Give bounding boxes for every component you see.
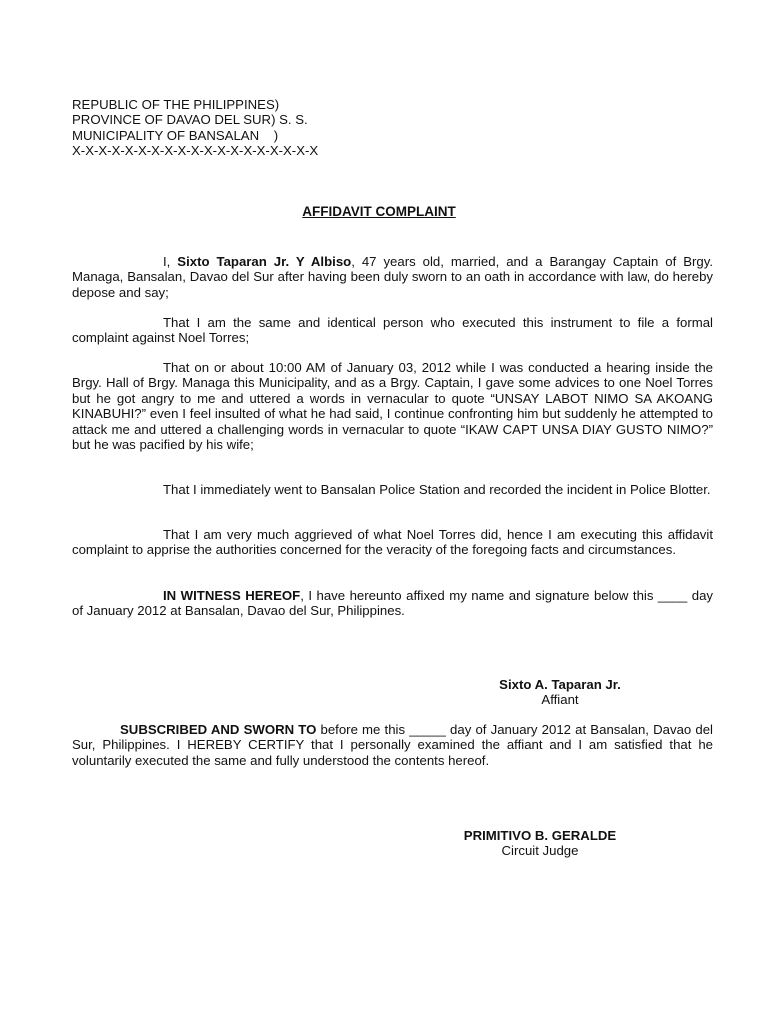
intro-text: , 47 years old, married, and a Barangay Captain of Brgy. Managa, Bansalan, Davao del Sur after having been duly sworn to an oath in accordance with law, do hereby depose and say;	[72, 254, 714, 300]
affiant-name: Sixto A. Taparan Jr.	[499, 677, 621, 692]
paragraph-witness	[72, 588, 713, 619]
document-header	[72, 97, 392, 159]
witness-text: , I have hereunto affixed my name and signature below this ____ day of January 2012 at Bansalan, Davao del Sur, Philippines.	[72, 588, 713, 619]
paragraph-aggrieved: That I am very much aggrieved of what Noel Torres did, hence I am executing this affidavit complaint to apprise the authorities concerned for the veracity of the foregoing facts and circumstances.	[72, 527, 713, 558]
header-separator-line: X-X-X-X-X-X-X-X-X-X-X-X-X-X-X-X-X-X-X	[72, 143, 319, 159]
affiant-full-name: Sixto Taparan Jr. Y Albiso	[177, 254, 352, 269]
jurat-text: before me this _____ day of January 2012 at Bansalan, Davao del Sur, Philippines. I HEREBY CERTIFY that I personally examined the affiant and I am satisfied that he voluntarily executed the same and fully understood the contents hereof.	[72, 722, 713, 768]
paragraph-police-report: That I immediately went to Bansalan Police Station and recorded the incident in Police Blotter.	[163, 482, 711, 497]
paragraph-incident: That on or about 10:00 AM of January 03, 2012 while I was conducted a hearing inside the Brgy. Hall of Brgy. Managa this Municipality, and as a Brgy. Captain, I gave some advices to one Noel Torres but he got angry to me and uttered a words in vernacular to quote “UNSAY LABOT NIMO SA AKOANG KINABUHI?” even I feel insulted of what he had said, I continue confronting him but suddenly he attempted to attack me and uttered a challenging words in vernacular to quote “IKAW CAPT UNSA DIAY GUSTO NIMO?” but he was pacified by his wife;	[72, 360, 713, 453]
document-title: AFFIDAVIT COMPLAINT	[302, 204, 456, 219]
paragraph-intro	[72, 254, 713, 300]
jurat-heading: SUBSCRIBED AND SWORN TO	[120, 722, 317, 737]
affiant-role: Affiant	[541, 692, 579, 708]
affiant-signature-block	[460, 677, 660, 708]
intro-prefix: I,	[163, 254, 178, 269]
paragraph-jurat	[72, 722, 713, 768]
judge-role: Circuit Judge	[501, 843, 579, 859]
paragraph-identity: That I am the same and identical person who executed this instrument to file a formal complaint against Noel Torres;	[72, 315, 713, 346]
header-line-province: PROVINCE OF DAVAO DEL SUR) S. S.	[72, 112, 308, 128]
header-line-municipality: MUNICIPALITY OF BANSALAN )	[72, 127, 279, 143]
header-line-republic: REPUBLIC OF THE PHILIPPINES)	[72, 97, 280, 112]
judge-name: PRIMITIVO B. GERALDE	[463, 828, 617, 843]
judge-signature-block	[440, 828, 640, 859]
witness-heading: IN WITNESS HEREOF	[163, 588, 301, 603]
